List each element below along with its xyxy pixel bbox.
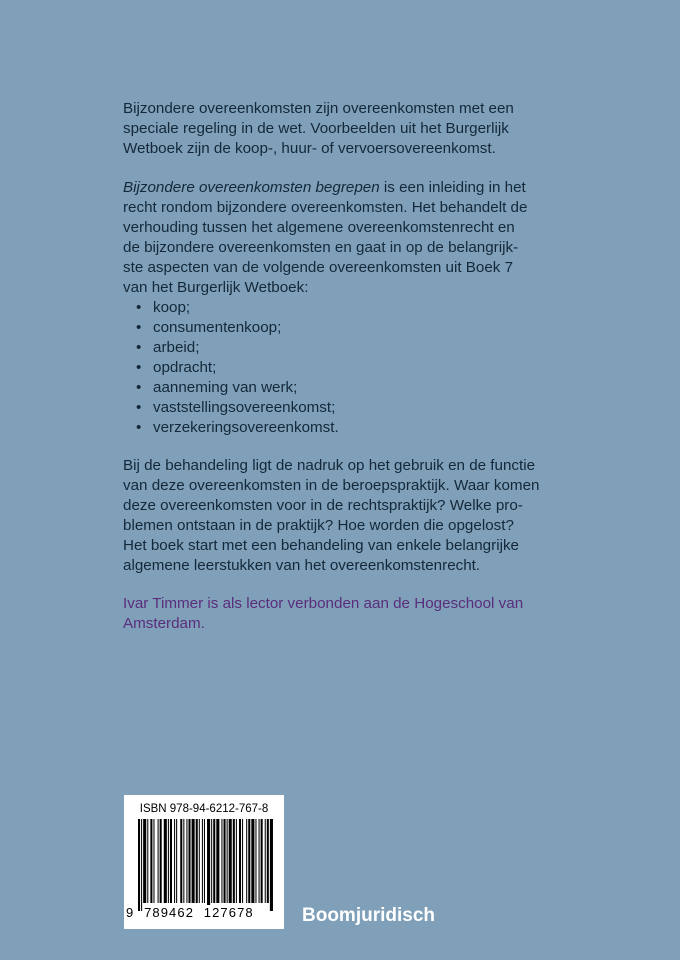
list-item (123, 318, 563, 338)
barcode-bar (265, 819, 266, 903)
barcode-bar (168, 819, 169, 903)
list-item (123, 398, 563, 418)
list-item (123, 298, 563, 318)
barcode-bar (176, 819, 177, 903)
bullet-icon: • (136, 379, 142, 396)
text-line: speciale regeling in de wet. Voorbeelden uit het Burgerlijk (123, 120, 509, 137)
list-item-label: koop; (153, 299, 191, 316)
barcode-bar (138, 819, 140, 911)
barcode-bar (160, 819, 162, 903)
barcode-bar (270, 819, 273, 911)
barcode-bar (224, 819, 226, 903)
list-item-label: opdracht; (153, 359, 217, 376)
barcode-bar (192, 819, 195, 903)
barcode-bar (196, 819, 198, 903)
barcode-bar (164, 819, 167, 903)
list-item (123, 338, 563, 358)
text-line: Bijzondere overeenkomsten zijn overeenkomsten met een (123, 100, 514, 117)
barcode-bar (180, 819, 182, 903)
barcode-bar (259, 819, 260, 903)
barcode-bar (221, 819, 222, 903)
barcode-bar (204, 819, 205, 903)
barcode-bar (211, 819, 212, 903)
barcode-bar (143, 819, 146, 903)
publisher-logo: Boomjuridisch (302, 905, 436, 926)
bullet-icon: • (136, 399, 142, 416)
book-title: Bijzondere overeenkomsten begrepen (123, 179, 380, 196)
text-fragment: is een inleiding in het (379, 179, 526, 196)
description-paragraph (123, 178, 563, 438)
barcode-bar (213, 819, 215, 903)
barcode-bar (147, 819, 148, 903)
barcode-bar (186, 819, 187, 903)
barcode-bar (229, 819, 232, 903)
isbn-digit-first: 9 (126, 905, 135, 920)
barcode-bar (216, 819, 219, 903)
barcode-bar (188, 819, 190, 903)
barcode-bar (150, 819, 152, 903)
author-bio (123, 594, 563, 634)
barcode-bar (267, 819, 269, 903)
bullet-icon: • (136, 359, 142, 376)
bullet-icon: • (136, 299, 142, 316)
text-line: Bij de behandeling ligt de nadruk op het gebruik en de functie (123, 457, 536, 474)
isbn-digit-group: 127678 (203, 905, 254, 920)
text-line: deze overeenkomsten voor in de rechtspraktijk? Welke pro- (123, 497, 523, 514)
barcode-bar (251, 819, 254, 903)
barcode-bar (153, 819, 154, 903)
isbn-label: ISBN 978-94-6212-767-8 (139, 803, 269, 815)
list-item-label: arbeid; (153, 339, 200, 356)
list-item (123, 378, 563, 398)
barcode-bar (158, 819, 159, 903)
barcode-bar (170, 819, 172, 903)
approach-paragraph (123, 456, 563, 576)
barcode-bar (174, 819, 175, 903)
text-line: blemen ontstaan in de praktijk? Hoe worden die opgelost? (123, 517, 514, 534)
barcode-bar (233, 819, 235, 903)
list-item-label: vaststellingsovereenkomst; (153, 399, 336, 416)
barcode-bar (141, 819, 142, 911)
bullet-icon: • (136, 419, 142, 436)
text-line: recht rondom bijzondere overeenkomsten. Het behandelt de (123, 199, 528, 216)
barcode-bar (199, 819, 200, 903)
bullet-icon: • (136, 339, 142, 356)
barcode-bar (236, 819, 237, 903)
list-item-label: aanneming van werk; (153, 379, 298, 396)
text-line: van het Burgerlijk Wetboek: (123, 279, 309, 296)
barcode-bar (227, 819, 228, 903)
list-item (123, 418, 563, 438)
text-line: Wetboek zijn de koop-, huur- of vervoersovereenkomst. (123, 140, 496, 157)
text-line: Ivar Timmer is als lector verbonden aan de Hogeschool van (123, 595, 524, 612)
isbn-digits (126, 905, 284, 920)
barcode-bar (261, 819, 263, 903)
barcode-bar (207, 819, 210, 911)
text-line: Amsterdam. (123, 615, 205, 632)
barcode (124, 795, 284, 929)
barcode-bar (183, 819, 184, 903)
barcode-bar (255, 819, 256, 903)
text-line: algemene leerstukken van het overeenkomstenrecht. (123, 557, 481, 574)
list-item-label: verzekeringsovereenkomst. (153, 419, 339, 436)
text-line: de bijzondere overeenkomsten en gaat in op de belangrijk- (123, 239, 519, 256)
text-line (123, 178, 563, 198)
text-line: van deze overeenkomsten in de beroepspraktijk. Waar komen (123, 477, 540, 494)
barcode-bar (239, 819, 241, 903)
list-item-label: consumentenkoop; (153, 319, 282, 336)
barcode-bar (246, 819, 247, 903)
barcode-bar (242, 819, 243, 903)
barcode-bar (202, 819, 203, 903)
text-line: Het boek start met een behandeling van enkele belangrijke (123, 537, 519, 554)
list-item (123, 358, 563, 378)
barcode-bars (138, 819, 274, 911)
isbn-digit-group: 789462 (144, 905, 195, 920)
bullet-icon: • (136, 319, 142, 336)
contract-list (123, 298, 563, 438)
text-line: verhouding tussen het algemene overeenkomstenrecht en (123, 219, 515, 236)
barcode-bar (248, 819, 250, 903)
text-line: ste aspecten van de volgende overeenkomsten uit Boek 7 (123, 259, 514, 276)
intro-paragraph (123, 99, 563, 159)
